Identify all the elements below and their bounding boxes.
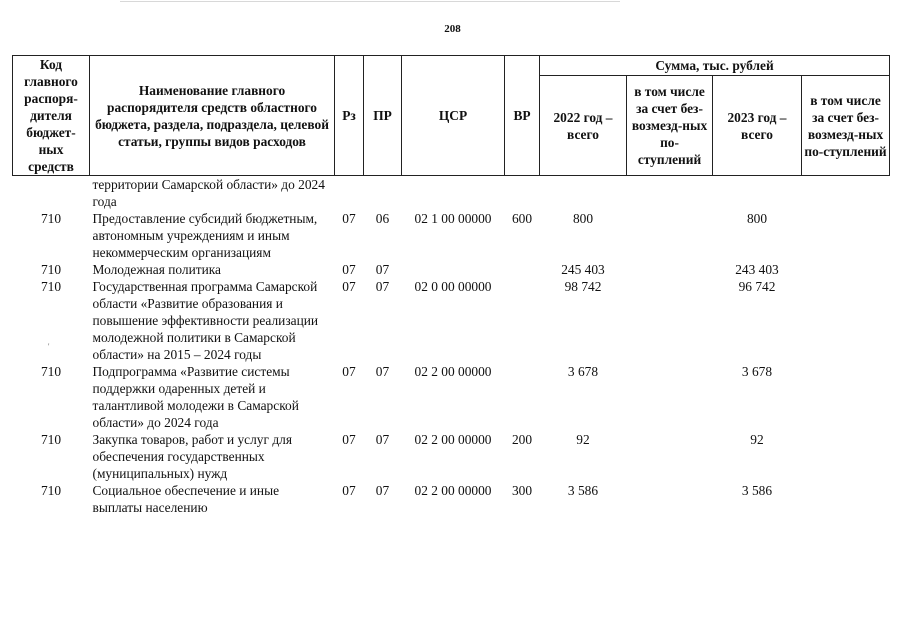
row-amount-2022: 92	[576, 432, 590, 447]
row-amount-2022: 98 742	[564, 279, 602, 294]
budget-table	[12, 55, 890, 516]
row-amount-2022	[540, 176, 627, 211]
row-csr	[402, 261, 505, 278]
row-csr	[402, 176, 505, 211]
header-2023-free: в том числе за счет без-возмезд-ных по-ступлений	[802, 76, 890, 176]
row-amount-2022: 3 586	[567, 483, 599, 498]
scan-artifact-line	[120, 1, 620, 2]
row-pr: 07	[375, 432, 390, 447]
row-code: 710	[40, 483, 62, 498]
row-free-2023	[802, 210, 890, 261]
row-pr	[364, 176, 402, 211]
row-pr: 06	[375, 211, 390, 226]
row-rz: 07	[342, 262, 356, 277]
row-free-2023	[802, 278, 890, 363]
row-rz: 07	[342, 364, 356, 379]
row-free-2022	[627, 482, 713, 516]
row-name: Государственная программа Самарской области «Развитие образования и повышение эффективности реализации молодежной политики в Самарской области» на 2015 – 2024 годы	[92, 279, 319, 362]
row-csr: 02 0 00 00000	[414, 279, 492, 294]
row-code: 710	[40, 262, 62, 277]
row-name: Предоставление субсидий бюджетным, автономным учреждениям и иным некоммерческим организациям	[92, 211, 318, 260]
header-pr: ПР	[364, 56, 402, 176]
header-rz: Рз	[335, 56, 364, 176]
table-row	[13, 363, 890, 431]
header-sum: Сумма, тыс. рублей	[540, 56, 890, 76]
row-rz: 07	[342, 432, 356, 447]
row-free-2022	[627, 261, 713, 278]
row-amount-2023: 92	[750, 432, 764, 447]
row-csr: 02 2 00 00000	[414, 483, 492, 498]
row-free-2022	[627, 363, 713, 431]
row-pr: 07	[375, 483, 390, 498]
row-pr: 07	[375, 364, 390, 379]
row-amount-2023	[713, 176, 802, 211]
table-row	[13, 261, 890, 278]
row-vr: 200	[511, 432, 533, 447]
row-free-2023	[802, 363, 890, 431]
row-rz: 07	[342, 483, 356, 498]
row-amount-2023: 800	[746, 211, 768, 226]
row-free-2022	[627, 210, 713, 261]
row-rz	[335, 176, 364, 211]
row-name: Социальное обеспечение и иные выплаты населению	[92, 483, 280, 515]
header-2022-total: 2022 год – всего	[540, 76, 627, 176]
row-amount-2022: 3 678	[567, 364, 599, 379]
row-free-2023	[802, 176, 890, 211]
header-2023-total: 2023 год – всего	[713, 76, 802, 176]
row-pr: 07	[375, 279, 390, 294]
table-row	[13, 176, 890, 211]
header-csr: ЦСР	[402, 56, 505, 176]
row-vr	[505, 363, 540, 431]
row-free-2023	[802, 431, 890, 482]
page-number: 208	[444, 23, 461, 35]
header-2022-free: в том числе за счет без-возмезд-ных по-ступлений	[627, 76, 713, 176]
row-amount-2023: 243 403	[735, 262, 779, 277]
header-name: Наименование главного распорядителя средств областного бюджета, раздела, подраздела, целевой статьи, группы видов расходов	[90, 56, 335, 176]
row-code: 710	[40, 211, 62, 226]
row-code: 710	[40, 432, 62, 447]
table-row	[13, 210, 890, 261]
row-code	[13, 176, 90, 211]
table-row	[13, 482, 890, 516]
header-code: Код главного распоря-дителя бюджет-ных средств	[13, 56, 90, 176]
row-vr: 600	[511, 211, 533, 226]
row-amount-2022: 800	[572, 211, 594, 226]
row-amount-2023: 96 742	[738, 279, 776, 294]
row-free-2022	[627, 278, 713, 363]
row-name: территории Самарской области» до 2024 года	[92, 177, 325, 209]
row-vr	[505, 278, 540, 363]
row-csr: 02 2 00 00000	[414, 364, 492, 379]
row-free-2023	[802, 261, 890, 278]
row-vr	[505, 261, 540, 278]
table-body	[13, 176, 890, 517]
row-free-2023	[802, 482, 890, 516]
table-row	[13, 278, 890, 363]
row-vr	[505, 176, 540, 211]
row-rz: 07	[342, 211, 356, 226]
row-free-2022	[627, 431, 713, 482]
row-vr: 300	[511, 483, 533, 498]
row-name: Подпрограмма «Развитие системы поддержки одаренных детей и талантливой молодежи в Самарской области» до 2024 года	[92, 364, 299, 430]
header-vr: ВР	[505, 56, 540, 176]
row-csr: 02 1 00 00000	[414, 211, 492, 226]
row-code: 710	[40, 364, 62, 379]
row-rz: 07	[342, 279, 356, 294]
scan-speck: '	[48, 342, 50, 351]
row-amount-2022: 245 403	[561, 262, 605, 277]
row-name: Молодежная политика	[92, 262, 222, 277]
table-row	[13, 431, 890, 482]
row-code: 710	[40, 279, 62, 294]
row-free-2022	[627, 176, 713, 211]
row-csr: 02 2 00 00000	[414, 432, 492, 447]
table-header	[13, 56, 890, 176]
row-amount-2023: 3 586	[741, 483, 773, 498]
row-name: Закупка товаров, работ и услуг для обеспечения государственных (муниципальных) нужд	[92, 432, 292, 481]
row-amount-2023: 3 678	[741, 364, 773, 379]
row-pr: 07	[375, 262, 390, 277]
